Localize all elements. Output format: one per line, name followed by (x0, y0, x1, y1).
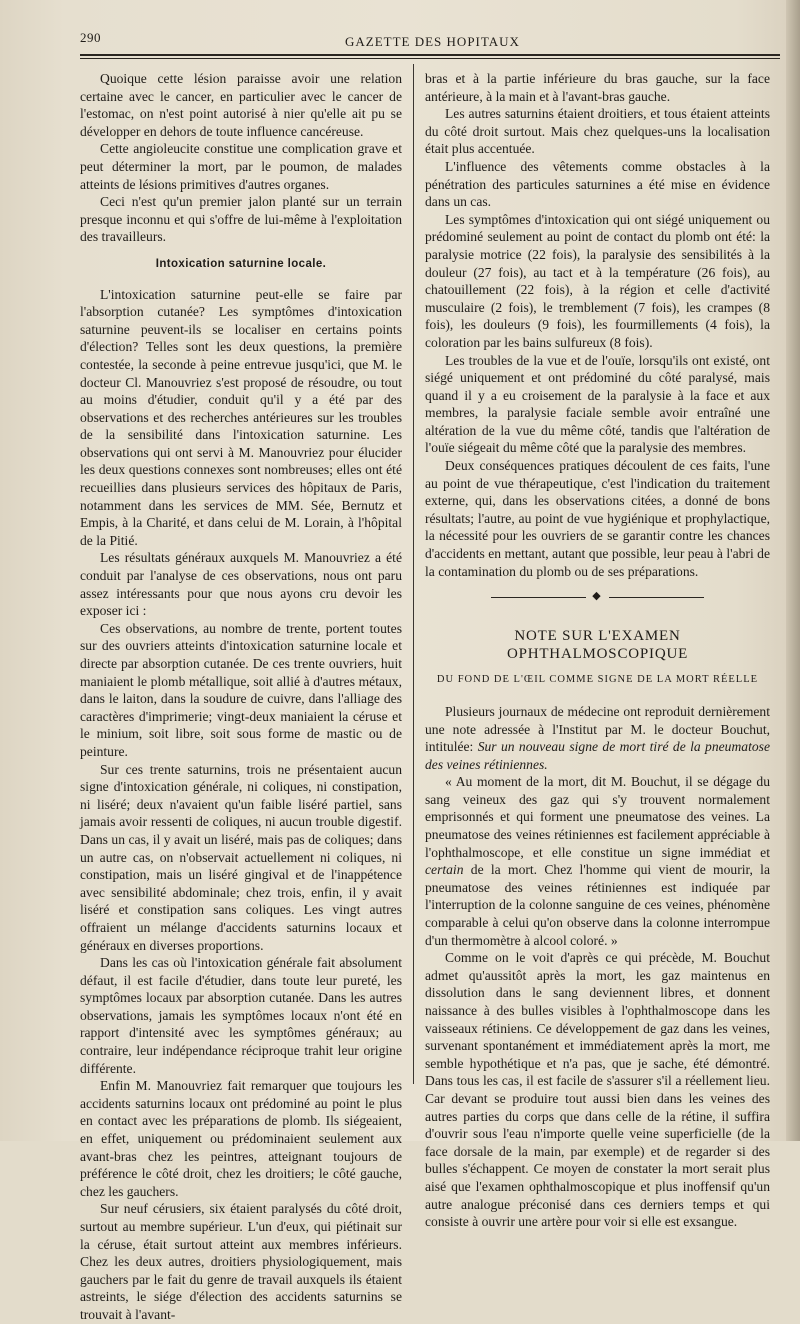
paragraph: Les résultats généraux auxquels M. Manouvriez a été conduit par l'analyse de ces observations, nous ont paru assez intéressants pour que nous ayons cru devoir les exposer ici : (80, 550, 402, 619)
paragraph: Ceci n'est qu'un premier jalon planté sur un terrain presque inconnu et qui s'offre de lui-même à l'exploitation des travailleurs. (80, 194, 402, 245)
paragraph: Quoique cette lésion paraisse avoir une relation certaine avec le cancer, en particulier avec le cancer de l'estomac, on n'est point autorisé à nier qu'elle ait pu se développer en dehors de toute influence cancéreuse. (80, 71, 402, 139)
paragraph: Dans les cas où l'intoxication générale fait absolument défaut, il est facile d'étudier, dans toute leur pureté, les symptômes locaux par absorption cutanée. Dans les autres observations, jamais les symptômes locaux n'ont été en rapport d'intensité avec les symptômes généraux; au contraire, leur indépendance réciproque trahit leur origine différente. (80, 955, 402, 1076)
column-divider (413, 64, 414, 1084)
emphasis: certain (425, 862, 464, 878)
cited-title: Sur un nouveau signe de mort tiré de la pneumatose des veines rétiniennes. (425, 739, 770, 772)
paragraph-text: de la mort. Chez l'homme qui vient de mourir, la pneumatose des veines rétiniennes est indiquée par l'interruption de la colonne sanguine de ces veines, phénomène comparable à celui qu'on observe dans la colonne interrompue d'un thermomètre à alcool coloré. » (425, 862, 770, 948)
paragraph: Deux conséquences pratiques découlent de ces faits, l'une au point de vue thérapeutique, c'est l'indication du traitement externe, qui, dans les observations citées, a donné de bons résultats; l'autre, au point de vue hygiénique et prophylactique, la nécessité pour les ouvriers de se garantir contre les chances d'accidents en mettant, autant que possible, leur peau à l'abri de la contamination du plomb ou de ses préparations. (425, 458, 770, 579)
paragraph: Cette angioleucite constitue une complication grave et peut déterminer la mort, par le poumon, de malades atteints de lésions primitives d'autres organes. (80, 141, 402, 192)
paragraph-text: Plusieurs journaux de médecine ont reproduit dernièrement une note adressée à l'Institut par M. le docteur Bouchut, intitulée: (425, 703, 770, 755)
paragraph: Les troubles de la vue et de l'ouïe, lorsqu'ils ont existé, ont siégé uniquement et ont prédominé du côté paralysé, mais quand il y a eu croisement de la paralysie à la face et aux membres, la paralysie faciale semble avoir entraîné une altération de la vue du même côté, tandis que l'altération de l'ouïe siégeait du même côté que la paralysie des membres. (425, 352, 770, 456)
diamond-icon: ◆ (592, 590, 603, 603)
paragraph: Sur ces trente saturnins, trois ne présentaient aucun signe d'intoxication générale, ni coliques, ni constipation, ni liséré; deux n'avaient qu'un faible liséré partiel, sans jamais avoir ressenti de coliques, ni aucun trouble digestif. Dans un cas, il y avait un liséré, mais pas de coliques; dans un autre cas, on n'observait actuellement ni coliques, ni constipation, mais un liséré gingival et de l'inappétence avec sensibilité abdominale; chez trois, enfin, il y avait liséré et constipation sans coliques. Les vingt autres offraient un mélange d'accidents saturnins locaux et généraux en diverses proportions. (80, 761, 402, 953)
journal-title: GAZETTE DES HOPITAUX (345, 34, 520, 49)
right-column (425, 70, 770, 1231)
page-number: 290 (80, 30, 101, 45)
paragraph: Enfin M. Manouvriez fait remarquer que toujours les accidents saturnins locaux ont prédominé au point le plus en contact avec les préparations de plomb. Ils siégeaient, en effet, uniquement ou prédominaient seulement aux avant-bras chez les peintres, atteignant toujours de préférence le côté droit, chez les droitiers; le côté gauche, chez les gauchers. (80, 1078, 402, 1199)
separator-line (609, 597, 704, 598)
article-subtitle: DU FOND DE L'ŒIL COMME SIGNE DE LA MORT RÉELLE (436, 674, 759, 686)
paragraph: bras et à la partie inférieure du bras gauche, sur la face antérieure, à la main et à l'avant-bras gauche. (425, 71, 770, 104)
paragraph: L'intoxication saturnine peut-elle se faire par l'absorption cutanée? Les symptômes d'intoxication saturnine peuvent-ils se localiser en certains points d'élection? Telles sont les deux questions, la première contestée, la seconde à peine entrevue jusqu'ici, que M. le docteur Cl. Manouvriez s'est proposé de résoudre, ou tout au moins d'étudier, conduit qu'il y a été par des observations et des recherches antérieures sur les troubles de la sensibilité dans l'intoxication saturnine. Les observations qui ont servi à M. Manouvriez pour élucider les deux questions connexes sont nombreuses; elles ont été recueillies dans plusieurs services des hôpitaux de Paris, notamment dans les services de MM. Sée, Bernutz et Empis, à la Charité, et dans celui de M. Lorain, à l'hôpital de la Pitié. (80, 286, 402, 548)
paragraph: Les autres saturnins étaient droitiers, et tous étaient atteints du côté droit surtout. Mais chez quelques-uns la localisation était plus accentuée. (425, 106, 770, 157)
paragraph (425, 773, 770, 949)
paragraph (425, 703, 770, 773)
header-rule (80, 54, 780, 59)
paragraph: L'influence des vêtements comme obstacles à la pénétration des particules saturnines a été mise en évidence dans un cas. (425, 158, 770, 210)
section-heading: Intoxication saturnine locale. (155, 257, 327, 270)
page-header (80, 28, 780, 54)
separator-line (491, 597, 586, 598)
paragraph: Les symptômes d'intoxication qui ont siégé uniquement ou prédominé seulement au point de contact du plomb ont été: la paralysie motrice (22 fois), la paralysie des sensibilités à la douleur (27 fois), au tact et à la température (26 fois), au chatouillement (22 fois), à la région et celle d'activité musculaire (2 fois), le tremblement (7 fois), les crampes (8 fois), les douleurs (9 fois), les fourmillements (4 fois), la coloration par les bains sulfureux (8 fois). (425, 211, 770, 350)
paragraph: Ces observations, au nombre de trente, portent toutes sur des ouvriers atteints d'intoxication saturnine locale et directe par absorption cutanée. De ces trente ouvriers, huit maniaient le plomb métallique, soit allié à d'autres métaux, dans le laiton, dans la soudure de cuivre, dans l'alliage des caractères d'imprimerie; vingt-deux maniaient la céruse et le minium, soit libre, soit sous forme de mastic ou de peinture. (80, 620, 402, 759)
paragraph-text: « Au moment de la mort, dit M. Bouchut, il se dégage du sang veineux des gaz qui s'y trouvent normalement emprisonnés et qui forment une pneumatose des veines. La pneumatose des veines rétiniennes est facilement appréciable à l'ophthalmoscope, et elle constitue un signe immédiat et (425, 774, 770, 860)
article-title: NOTE SUR L'EXAMEN OPHTHALMOSCOPIQUE (506, 628, 689, 662)
left-column (80, 70, 402, 1324)
page-edge (786, 0, 800, 1141)
paragraph: Sur neuf cérusiers, six étaient paralysés du côté droit, surtout au membre supérieur. L'un d'eux, qui piétinait sur la céruse, était surtout atteint aux membres inférieurs. Chez les deux autres, droitiers physiologiquement, mais gauchers par le fait du genre de travail auxquels ils étaient astreints, le siége d'élection des accidents saturnins se trouvait à l'avant- (80, 1201, 402, 1322)
paragraph: Comme on le voit d'après ce qui précède, M. Bouchut admet qu'aussitôt après la mort, les gaz maintenus en dissolution dans le sang deviennent libres, et donnent naissance à des bulles visibles à l'ophthalmoscope dans les vaisseaux rétiniens. Ce développement de gaz dans les veines, survenant spontanément et immédiatement après la mort, me semble hypothétique et n'a pas, que je sache, été démontré. Dans tous les cas, il est facile de s'assurer s'il a réellement lieu. Car devant se produire tout aussi bien dans les veines des autres parties du corps que dans celle de la rétine, il suffira d'ouvrir sous l'eau n'importe quelle veine superficielle (de la face dorsale de la main, par exemple) et de regarder si des bulles s'échappent. Ce moyen de constater la mort serait plus aisé que l'examen ophthalmoscopique et plus inoffensif qu'un autre analogue préconisé dans ces derniers temps et qui consiste à ouvrir une artère pour voir si elle est exsangue. (425, 950, 770, 1230)
section-separator (425, 588, 770, 606)
